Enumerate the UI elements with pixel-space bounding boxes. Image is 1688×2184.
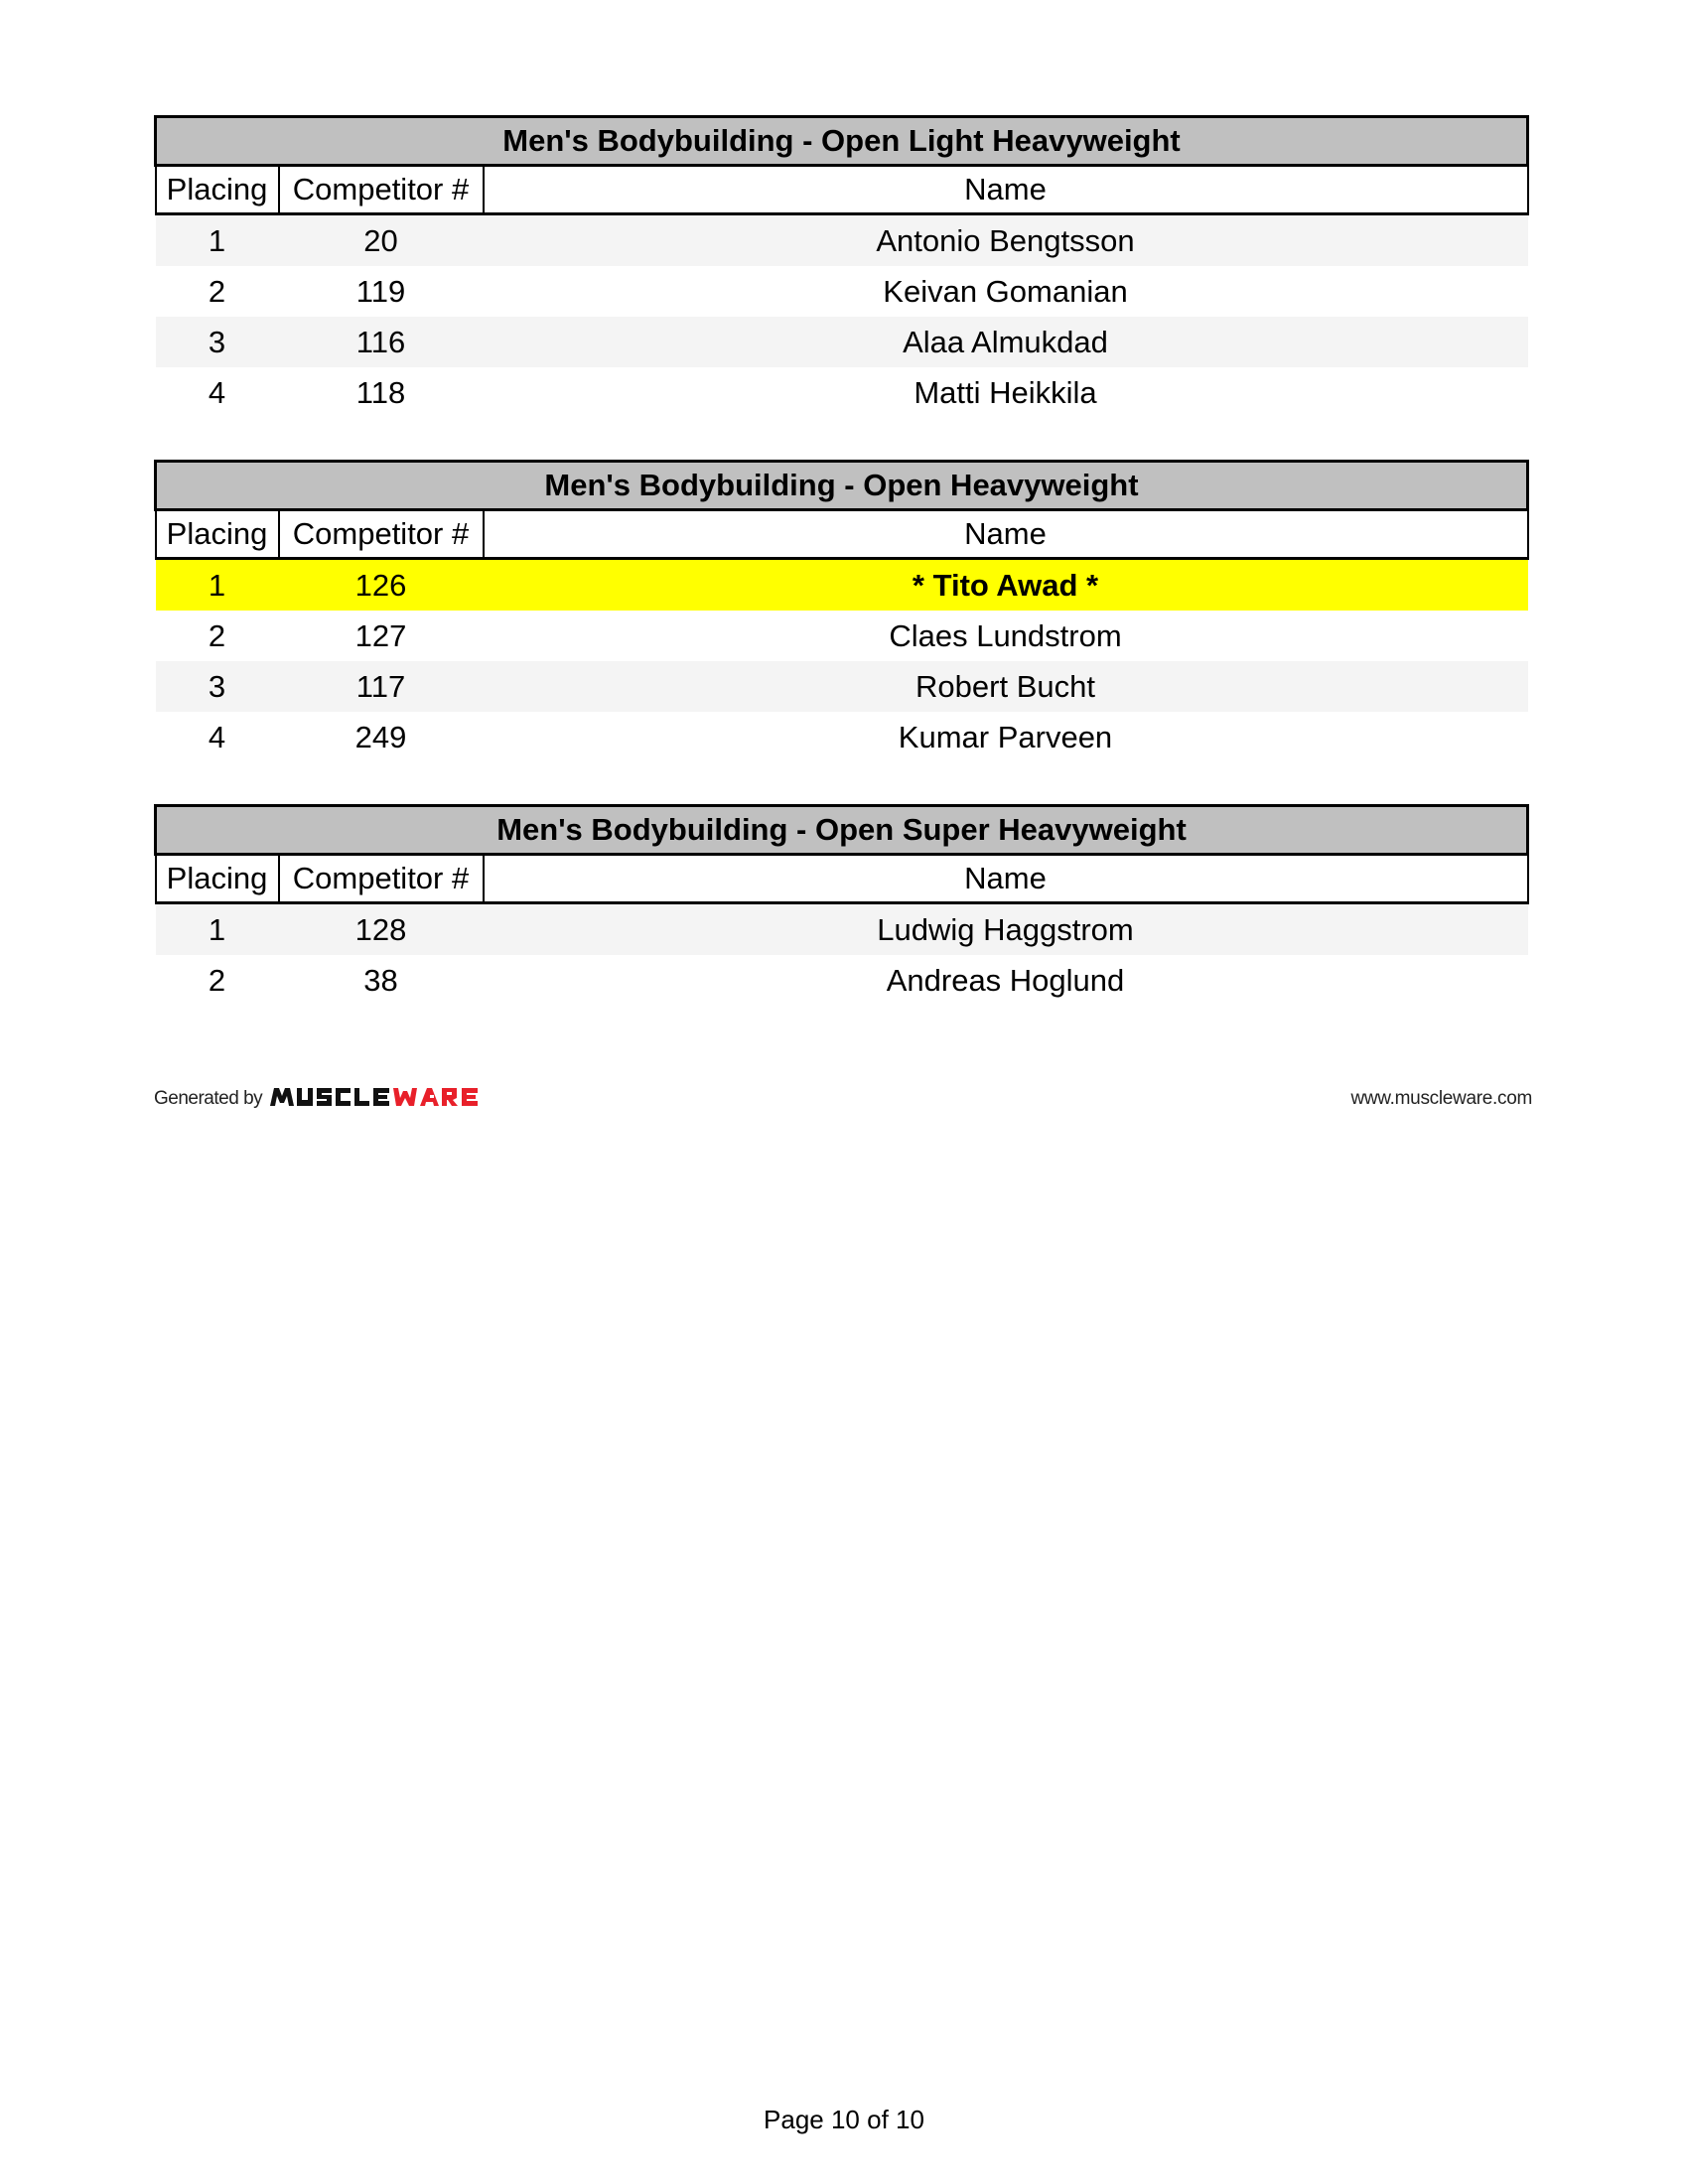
placing-cell: 3: [156, 661, 279, 712]
competitor-cell: 128: [279, 903, 484, 956]
name-cell: Ludwig Haggstrom: [484, 903, 1528, 956]
name-cell: Kumar Parveen: [484, 712, 1528, 762]
competitor-cell: 118: [279, 367, 484, 418]
table-row: [156, 214, 1528, 267]
competitor-cell: 38: [279, 955, 484, 1006]
name-header: Name: [484, 166, 1528, 214]
placing-cell: 3: [156, 317, 279, 367]
table-row: [156, 611, 1528, 661]
competitor-cell: 116: [279, 317, 484, 367]
name-cell: Andreas Hoglund: [484, 955, 1528, 1006]
placing-cell: 4: [156, 367, 279, 418]
table-row: [156, 367, 1528, 418]
generated-by-label: Generated by: [154, 1087, 263, 1109]
website-url: www.muscleware.com: [1350, 1088, 1532, 1109]
competitor-cell: 249: [279, 712, 484, 762]
category-title: Men's Bodybuilding - Open Super Heavyweight: [156, 806, 1528, 855]
name-cell: Robert Bucht: [484, 661, 1528, 712]
competitor-cell: 20: [279, 214, 484, 267]
results-tables: [154, 115, 1529, 1047]
category-title: Men's Bodybuilding - Open Light Heavyweight: [156, 117, 1528, 166]
placing-cell: 1: [156, 214, 279, 267]
table-row: [156, 903, 1528, 956]
placing-header: Placing: [156, 510, 279, 559]
table-row: [156, 661, 1528, 712]
category-table-heavyweight: [154, 460, 1529, 762]
competitor-cell: 127: [279, 611, 484, 661]
category-table-super-heavyweight: [154, 804, 1529, 1006]
table-row: [156, 955, 1528, 1006]
name-header: Name: [484, 510, 1528, 559]
name-cell: Matti Heikkila: [484, 367, 1528, 418]
footer-generated-by: [154, 1084, 508, 1113]
placing-cell: 2: [156, 266, 279, 317]
competitor-header: Competitor #: [279, 855, 484, 903]
placing-cell: 4: [156, 712, 279, 762]
name-cell: Claes Lundstrom: [484, 611, 1528, 661]
placing-header: Placing: [156, 855, 279, 903]
placing-cell: 1: [156, 559, 279, 612]
name-cell: * Tito Awad *: [484, 559, 1528, 612]
category-table-light-heavyweight: [154, 115, 1529, 418]
category-title: Men's Bodybuilding - Open Heavyweight: [156, 462, 1528, 510]
table-row: [156, 317, 1528, 367]
placing-header: Placing: [156, 166, 279, 214]
table-row-winner: [156, 559, 1528, 612]
name-cell: Alaa Almukdad: [484, 317, 1528, 367]
placing-cell: 2: [156, 955, 279, 1006]
table-row: [156, 266, 1528, 317]
competitor-cell: 119: [279, 266, 484, 317]
name-cell: Keivan Gomanian: [484, 266, 1528, 317]
competitor-header: Competitor #: [279, 510, 484, 559]
table-row: [156, 712, 1528, 762]
competitor-cell: 126: [279, 559, 484, 612]
name-cell: Antonio Bengtsson: [484, 214, 1528, 267]
competitor-cell: 117: [279, 661, 484, 712]
competitor-header: Competitor #: [279, 166, 484, 214]
placing-cell: 1: [156, 903, 279, 956]
page-number: Page 10 of 10: [764, 2105, 924, 2134]
muscleware-logo: [270, 1084, 508, 1113]
name-header: Name: [484, 855, 1528, 903]
placing-cell: 2: [156, 611, 279, 661]
